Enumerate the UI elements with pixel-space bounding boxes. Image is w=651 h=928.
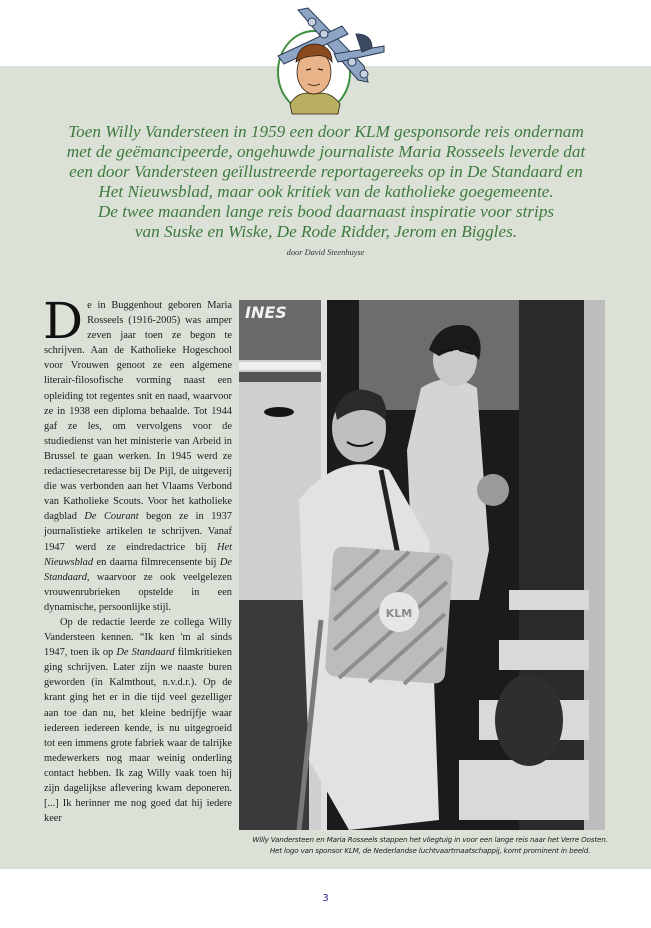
publication-title: De Standaard xyxy=(44,556,232,583)
intro-line: van Suske en Wiske, De Rode Ridder, Jerom en Biggles. xyxy=(134,222,518,241)
intro-line: Het Nieuwsblad, maar ook kritiek van de katholieke goegemeente. xyxy=(98,182,554,201)
article-paragraph xyxy=(44,615,232,826)
author-byline: door David Steenhuyse xyxy=(286,248,365,257)
klm-logo: KLM xyxy=(385,607,413,620)
page-number: 3 xyxy=(322,893,329,904)
article-text: en daarna filmrecensente bij xyxy=(93,556,220,568)
article-text: , waarvoor ze ook veelgelezen vrouwenrubrieken opstelde in een dynamische, persoonlijke stijl. xyxy=(44,571,232,613)
article-text: filmkritieken ging schrijven. Later zijn we naaste buren geworden (in Kalmthout, n.v.d.r.). Op de krant ging het er in die tijd veel gezelliger aan toe dan nu, het kleine bedrijfje waar iedereen iedereen kende, is nu uitgegroeid tot een immens grote fabriek waar de talrijke medewerkers nog maar weinig onderling contact hebben. Ik zag Willy vaak toen hij zijn dagelijkse aflevering kwam deponeren. [...] Ik herinner me nog goed dat hij iedere keer xyxy=(44,647,232,825)
article-paragraph xyxy=(43,292,232,615)
intro-lead xyxy=(48,122,604,242)
article-column xyxy=(43,292,232,826)
intro-line: De twee maanden lange reis bood daarnaast inspiratie voor strips xyxy=(97,202,555,221)
publication-title: Het Nieuwsblad xyxy=(44,541,232,568)
boarding-photo xyxy=(239,300,605,830)
article-text: begon ze in 1937 journalistieke artikelen te schrijven. Vanaf 1947 werd ze eindredactrice bij xyxy=(44,511,232,553)
intro-line: met de geëmancipeerde, ongehuwde journaliste Maria Rosseels leverde dat xyxy=(66,142,586,161)
publication-title: De Courant xyxy=(84,511,139,523)
caption-line: Het logo van sponsor KLM, de Nederlandse luchtvaartmaatschappij, komt prominent in beeld. xyxy=(269,846,591,855)
klm-flight-bag xyxy=(325,546,454,684)
intro-line: Toen Willy Vandersteen in 1959 een door KLM gesponsorde reis ondernam xyxy=(68,122,584,141)
fuselage-window xyxy=(264,407,294,417)
pilot-with-airplane-illustration xyxy=(268,4,386,116)
flower-bouquet xyxy=(495,674,563,766)
fuselage-lettering: INES xyxy=(245,303,287,322)
article-text: Op de redactie leerde ze collega Willy Vandersteen kennen. “Ik ken 'm al sinds 1947, toen ik op xyxy=(44,616,232,659)
drop-cap: D xyxy=(43,292,84,350)
publication-title: De Standaard xyxy=(116,647,175,659)
photo-caption xyxy=(240,834,620,856)
flower-bouquet xyxy=(477,474,509,506)
intro-line: een door Vandersteen geïllustreerde reportagereeks op in De Standaard en xyxy=(69,162,583,181)
caption-line: Willy Vandersteen en Maria Rosseels stappen het vliegtuig in voor een lange reis naar het Verre Oosten. xyxy=(252,835,608,844)
article-text: e in Buggenhout geboren Maria Rosseels (1916-2005) was amper zeven jaar toen ze begon te schrijven. Aan de Katholieke Hogeschool voor Vrouwen genoot ze een algemene literair-filosofische vorming naast een opleiding tot regentes snit en naad, waarvoor ze in 1938 een diploma behaalde. Tot 1944 gaf ze les, om vervolgens voor de studiedienst van het ministerie van Arbeid in Brussel te gaan werken. In 1945 werd ze redactiesecretaresse bij De Pijl, de uitgeverij die was verbonden aan het Vlaams Verbond van Katholieke Scouts. Voor het katholieke dagblad xyxy=(44,300,232,523)
